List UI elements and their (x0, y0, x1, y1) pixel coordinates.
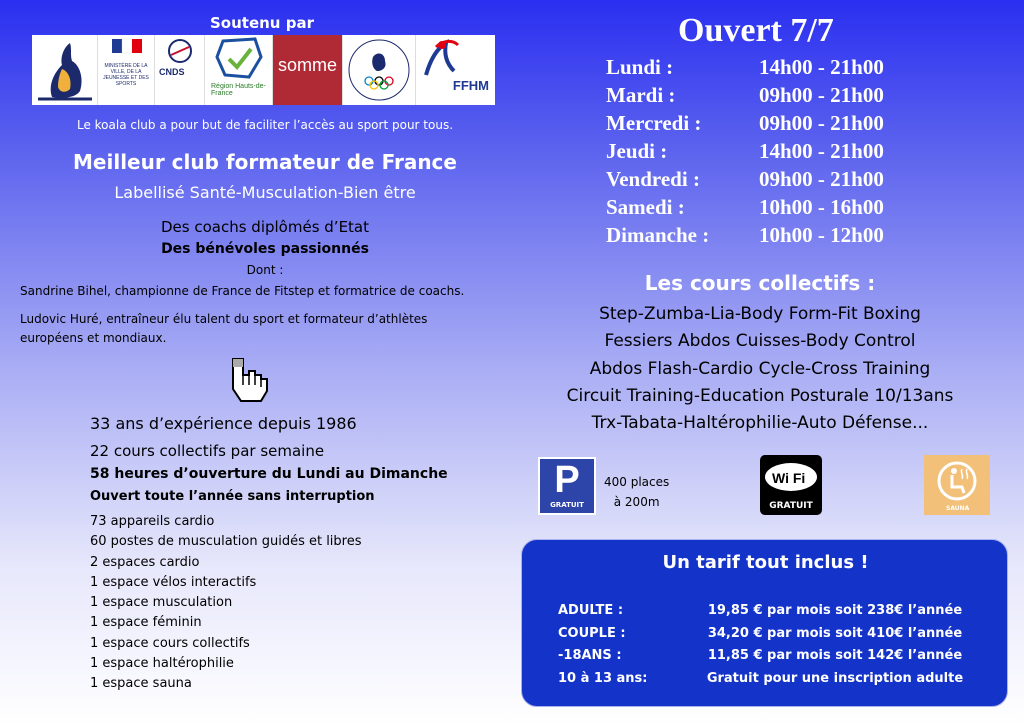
pricing-price: 11,85 € par mois soit 142€ l’année (707, 648, 963, 664)
experience-text: 33 ans d’expérience depuis 1986 (90, 414, 357, 433)
volunteers-text: Des bénévoles passionnés (161, 241, 369, 257)
equipment-item: 1 espace haltérophilie (90, 656, 234, 672)
hours-row (606, 223, 884, 251)
hauts-de-france-logo (205, 35, 273, 105)
pricing-row (558, 671, 994, 694)
equipment-list (90, 512, 362, 695)
opening-hours-table (606, 55, 884, 251)
courses-list (520, 301, 1000, 437)
hours-row (606, 139, 884, 167)
opening-hours-text: 58 heures d’ouverture du Lundi au Dimanche (90, 466, 448, 482)
equipment-item: 73 appareils cardio (90, 514, 215, 529)
day-hours: 10h00 - 12h00 (759, 223, 884, 247)
day-hours: 14h00 - 21h00 (759, 139, 884, 163)
cnds-logo (155, 35, 205, 105)
pricing-row (558, 626, 994, 649)
cnds-text: CNDS (159, 67, 185, 77)
club-goal: Le koala club a pour but de faciliter l’accès au sport pour tous. (76, 118, 454, 132)
sauna-badge: SAUNA (946, 505, 970, 512)
equipment-item: 1 espace musculation (90, 595, 233, 611)
comite-olympique-logo (343, 35, 416, 105)
all-year-text: Ouvert toute l’année sans interruption (90, 489, 375, 504)
course-line: Abdos Flash-Cardio Cycle-Cross Training (589, 358, 931, 379)
sponsor-logos (32, 35, 495, 105)
label-text: Labellisé Santé-Musculation-Bien être (114, 183, 416, 202)
hours-row (606, 195, 884, 223)
hours-row (606, 83, 884, 111)
parking-badge: GRATUIT (550, 501, 584, 509)
somme-text: somme (277, 55, 337, 75)
sauna-icon (924, 455, 990, 515)
day-label: Samedi : (606, 195, 685, 219)
hours-row (606, 55, 884, 83)
day-label: Jeudi : (606, 139, 668, 163)
somme-logo (273, 35, 343, 105)
parking-letter: P (554, 459, 580, 501)
pricing-label: 10 à 13 ans: (558, 670, 648, 686)
day-label: Mercredi : (606, 111, 702, 135)
hours-row (606, 167, 884, 195)
places-distance: à 200m (613, 495, 660, 509)
schedule-title: Ouvert 7/7 (678, 12, 834, 49)
pricing-table (558, 603, 994, 693)
course-line: Trx-Tabata-Haltérophilie-Auto Défense... (591, 413, 929, 434)
ffhm-logo (416, 35, 495, 105)
places-count: 400 places (604, 475, 670, 489)
pricing-title: Un tarif tout inclus ! (662, 552, 869, 573)
wifi-badge: GRATUIT (769, 501, 813, 511)
course-line: Step-Zumba-Lia-Body Form-Fit Boxing (599, 304, 921, 324)
day-label: Lundi : (606, 55, 674, 79)
equipment-item: 1 espace sauna (90, 676, 192, 692)
best-club-heading: Meilleur club formateur de France (73, 150, 457, 174)
equipment-item: 1 espace vélos interactifs (90, 574, 257, 590)
equipment-item: 1 espace féminin (90, 615, 202, 631)
day-hours: 09h00 - 21h00 (759, 167, 884, 191)
pricing-price: Gratuit pour une inscription adulte (706, 670, 964, 686)
koala-logo (32, 35, 98, 105)
parking-icon (538, 457, 596, 515)
day-label: Dimanche : (606, 223, 710, 247)
hauts-de-france-text: Région Hauts-de-France (211, 83, 266, 97)
sponsors-title: Soutenu par (210, 14, 314, 32)
course-line: Circuit Training-Education Posturale 10/13ans (566, 385, 954, 406)
wifi-icon (760, 455, 822, 515)
day-label: Vendredi : (606, 167, 700, 191)
pricing-label: COUPLE : (558, 625, 626, 641)
day-hours: 10h00 - 16h00 (759, 195, 884, 219)
parking-places (604, 472, 669, 512)
equipment-item: 60 postes de musculation guidés et libres (90, 534, 362, 550)
coach-sandrine: Sandrine Bihel, championne de France de Fitstep et formatrice de coachs. (20, 284, 465, 298)
republique-francaise-logo (98, 35, 155, 105)
day-hours: 09h00 - 21h00 (759, 111, 884, 135)
pointing-hand-icon (227, 357, 271, 405)
among-text: Dont : (246, 263, 284, 277)
pricing-price: 34,20 € par mois soit 410€ l’année (707, 625, 963, 641)
equipment-item: 2 espaces cardio (90, 554, 200, 570)
day-label: Mardi : (606, 83, 676, 107)
courses-title: Les cours collectifs : (644, 271, 876, 295)
wifi-text: Wi Fi (772, 470, 806, 486)
coaches-text: Des coachs diplômés d’Etat (160, 218, 369, 236)
pricing-label: ADULTE : (558, 603, 624, 618)
coach-ludovic: Ludovic Huré, entraîneur élu talent du sport et formateur d’athlètes européens et mondiaux. (20, 312, 428, 345)
pricing-price: 19,85 € par mois soit 238€ l’année (707, 603, 963, 618)
hours-row (606, 111, 884, 139)
pricing-row (558, 603, 994, 626)
pricing-panel (521, 539, 1008, 707)
day-hours: 09h00 - 21h00 (759, 83, 884, 107)
courses-per-week-text: 22 cours collectifs par semaine (90, 442, 325, 460)
pricing-label: -18ANS : (558, 648, 622, 664)
republique-francaise-text: MINISTÈRE DE LA VILLE, DE LA JEUNESSE ET DES SPORTS (103, 63, 149, 87)
pricing-row (558, 648, 994, 671)
day-hours: 14h00 - 21h00 (759, 55, 884, 79)
course-line: Fessiers Abdos Cuisses-Body Control (604, 331, 916, 352)
equipment-item: 1 espace cours collectifs (90, 635, 250, 651)
ffhm-text: FFHM (452, 78, 489, 93)
